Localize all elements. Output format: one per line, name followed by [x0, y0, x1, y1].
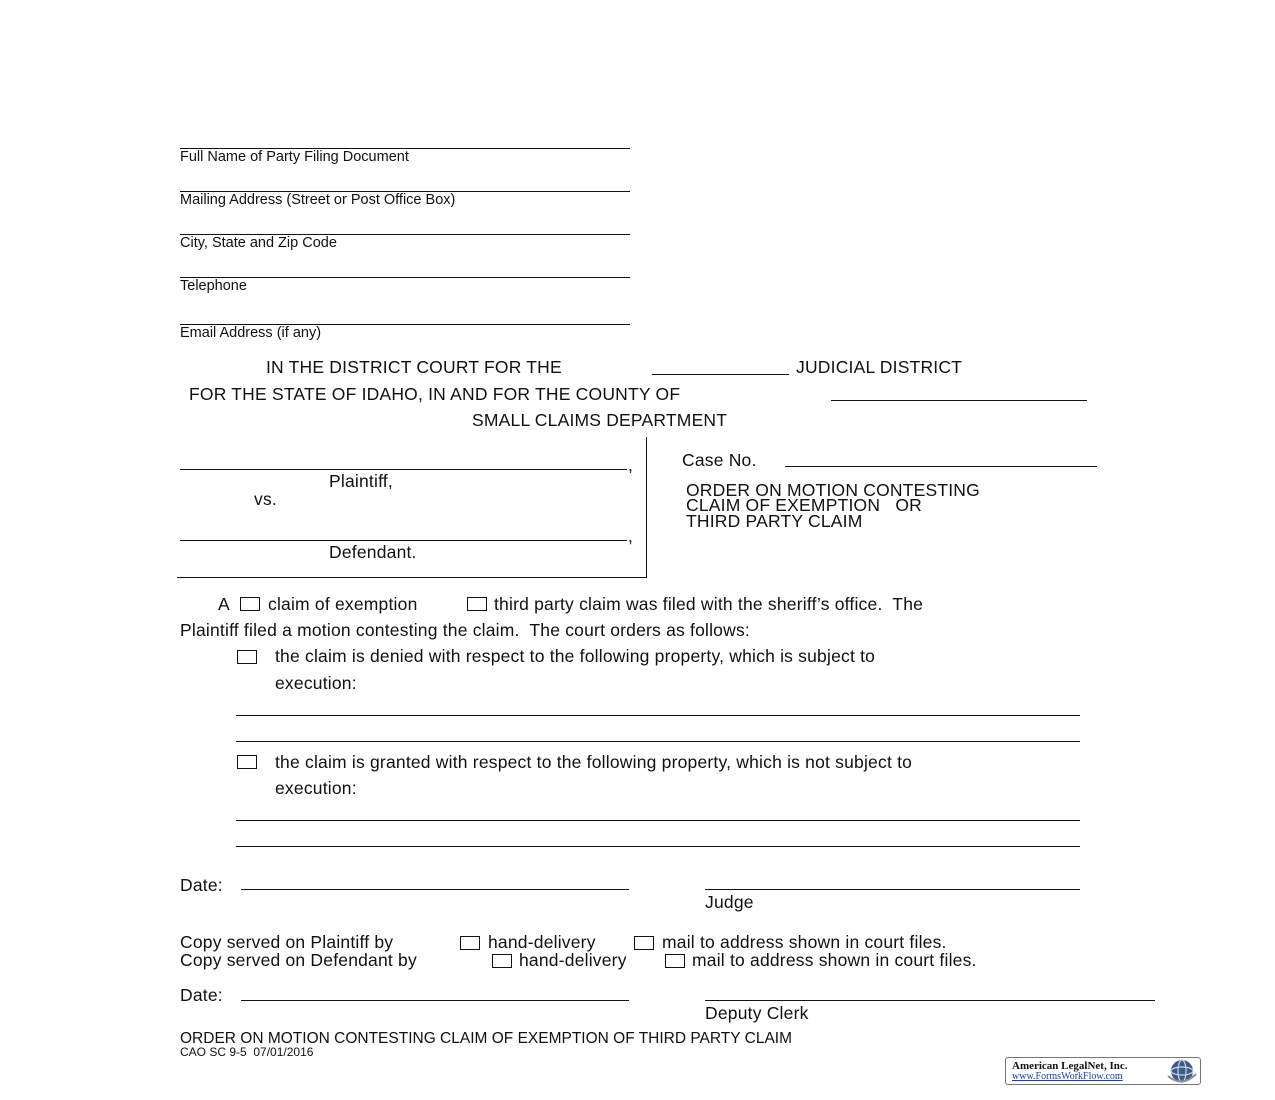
- defendant-label: Defendant.: [329, 542, 417, 562]
- case-no-label: Case No.: [682, 450, 757, 470]
- judge-date-label: Date:: [180, 875, 223, 895]
- body-line-2: Plaintiff filed a motion contesting the claim. The court orders as follows:: [180, 620, 750, 640]
- court-line-2: FOR THE STATE OF IDAHO, IN AND FOR THE COUNTY OF: [189, 384, 681, 404]
- party-name-label: Full Name of Party Filing Document: [180, 149, 409, 165]
- denied-property-line-2[interactable]: [236, 741, 1080, 742]
- judge-label: Judge: [705, 892, 754, 912]
- denied-execution-label: execution:: [275, 673, 357, 693]
- clerk-date-line[interactable]: [241, 1000, 629, 1001]
- case-no-blank[interactable]: [785, 466, 1097, 467]
- legalnet-logo[interactable]: [1005, 1057, 1201, 1085]
- footer-title: ORDER ON MOTION CONTESTING CLAIM OF EXEMPTION OF THIRD PARTY CLAIM: [180, 1030, 793, 1047]
- judge-date-line[interactable]: [241, 889, 629, 890]
- granted-property-line-1[interactable]: [236, 820, 1080, 821]
- third-party-claim-label: third party claim was filed with the sheriff’s office. The: [494, 594, 924, 614]
- plaintiff-mail-checkbox[interactable]: [634, 936, 654, 950]
- caption-divider-bottom: [177, 577, 647, 578]
- email-label: Email Address (if any): [180, 325, 322, 341]
- telephone-line[interactable]: [180, 277, 630, 278]
- plaintiff-name-line[interactable]: [180, 469, 627, 470]
- caption-title-line-2: CLAIM OF EXEMPTION OR: [686, 495, 923, 515]
- body-a: A: [218, 594, 230, 614]
- service-plaintiff-label: Copy served on Plaintiff by: [180, 932, 394, 952]
- court-line-1-post: JUDICIAL DISTRICT: [796, 357, 963, 377]
- service-defendant-label: Copy served on Defendant by: [180, 950, 417, 970]
- claim-granted-text: the claim is granted with respect to the following property, which is not subject to: [275, 752, 913, 772]
- plaintiff-hand-delivery-label: hand-delivery: [488, 932, 596, 952]
- third-party-claim-checkbox[interactable]: [467, 597, 487, 611]
- defendant-mail-label: mail to address shown in court files.: [692, 950, 977, 970]
- plaintiff-hand-delivery-checkbox[interactable]: [460, 936, 480, 950]
- defendant-hand-delivery-label: hand-delivery: [519, 950, 627, 970]
- caption-title-line-1: ORDER ON MOTION CONTESTING: [686, 480, 980, 500]
- defendant-mail-checkbox[interactable]: [665, 954, 685, 968]
- judicial-district-blank[interactable]: [652, 374, 789, 375]
- claim-of-exemption-checkbox[interactable]: [240, 597, 260, 611]
- county-blank[interactable]: [831, 400, 1087, 401]
- granted-property-line-2[interactable]: [236, 846, 1080, 847]
- plaintiff-label: Plaintiff,: [329, 471, 393, 491]
- defendant-name-line[interactable]: [180, 540, 627, 541]
- caption-divider-vertical: [646, 437, 647, 578]
- telephone-label: Telephone: [180, 278, 247, 294]
- vs-label: vs.: [254, 489, 277, 509]
- court-line-3: SMALL CLAIMS DEPARTMENT: [472, 410, 728, 430]
- court-line-1-pre: IN THE DISTRICT COURT FOR THE: [266, 357, 562, 377]
- claim-of-exemption-label: claim of exemption: [268, 594, 418, 614]
- footer-form-id: CAO SC 9-5 07/01/2016: [180, 1045, 314, 1059]
- clerk-signature-line[interactable]: [705, 1000, 1155, 1001]
- defendant-hand-delivery-checkbox[interactable]: [492, 954, 512, 968]
- city-state-zip-label: City, State and Zip Code: [180, 235, 337, 251]
- deputy-clerk-label: Deputy Clerk: [705, 1003, 809, 1023]
- claim-denied-checkbox[interactable]: [237, 650, 257, 664]
- caption-title-line-3: THIRD PARTY CLAIM: [686, 511, 863, 531]
- plaintiff-comma: ,: [628, 455, 634, 475]
- logo-url-link[interactable]: www.FormsWorkFlow.com: [1012, 1071, 1123, 1082]
- plaintiff-mail-label: mail to address shown in court files.: [662, 932, 947, 952]
- globe-icon: [1162, 1058, 1198, 1084]
- clerk-date-label: Date:: [180, 985, 223, 1005]
- logo-company-name: American LegalNet, Inc.: [1012, 1060, 1128, 1072]
- mailing-address-label: Mailing Address (Street or Post Office Box): [180, 192, 456, 208]
- claim-granted-checkbox[interactable]: [237, 755, 257, 769]
- judge-signature-line[interactable]: [705, 889, 1080, 890]
- claim-denied-text: the claim is denied with respect to the following property, which is subject to: [275, 646, 876, 666]
- granted-execution-label: execution:: [275, 778, 357, 798]
- denied-property-line-1[interactable]: [236, 715, 1080, 716]
- defendant-comma: ,: [628, 526, 634, 546]
